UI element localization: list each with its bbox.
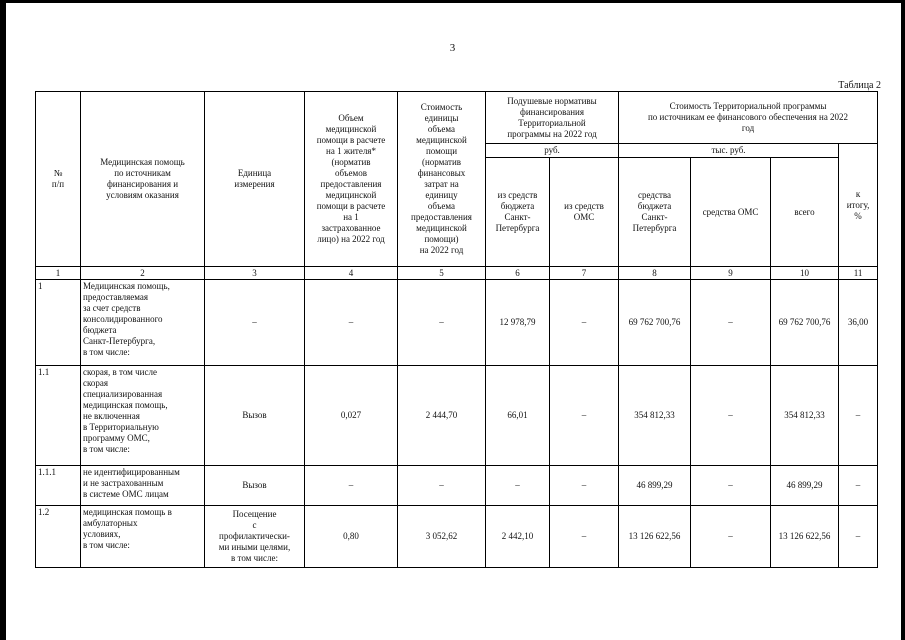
row-budget-th: 69 762 700,76 — [619, 280, 691, 366]
row-cost: 3 052,62 — [398, 506, 486, 568]
row-name: не идентифицированным и не застрахованным в системе ОМС лицам — [81, 466, 205, 506]
row-unit: Вызов — [205, 366, 305, 466]
col-num: 9 — [691, 267, 771, 280]
row-total-th: 46 899,29 — [771, 466, 839, 506]
header-rub: руб. — [486, 144, 619, 158]
col-num: 4 — [305, 267, 398, 280]
table-row — [36, 280, 878, 366]
row-total-th: 354 812,33 — [771, 366, 839, 466]
row-name: медицинская помощь в амбулаторных условиях, в том числе: — [81, 506, 205, 568]
col-num: 3 — [205, 267, 305, 280]
row-no: 1.1 — [36, 366, 81, 466]
header-oms-from: из средств ОМС — [550, 158, 619, 267]
header-volume: Объем медицинской помощи в расчете на 1 жителя* (норматив объемов предоставления медицинской помощи в расчете на 1 застрахованное лицо) на 2022 год — [305, 92, 398, 267]
row-percent: – — [839, 466, 878, 506]
header-thous-rub: тыс. руб. — [619, 144, 839, 158]
header-percent: к итогу, % — [839, 144, 878, 267]
row-volume: – — [305, 280, 398, 366]
row-cost: – — [398, 280, 486, 366]
table-row — [36, 506, 878, 568]
row-budget-rub: – — [486, 466, 550, 506]
header-total-cost: Стоимость Территориальной программы по источникам ее финансового обеспечения на 2022 год — [619, 92, 878, 144]
row-cost: 2 444,70 — [398, 366, 486, 466]
row-unit: – — [205, 280, 305, 366]
header-service: Медицинская помощь по источникам финансирования и условиям оказания — [81, 92, 205, 267]
row-unit: Вызов — [205, 466, 305, 506]
row-oms-rub: – — [550, 366, 619, 466]
row-cost: – — [398, 466, 486, 506]
row-no: 1.1.1 — [36, 466, 81, 506]
header-total: всего — [771, 158, 839, 267]
row-oms-th: – — [691, 366, 771, 466]
row-oms-th: – — [691, 466, 771, 506]
row-no: 1 — [36, 280, 81, 366]
col-num: 2 — [81, 267, 205, 280]
table-row — [36, 366, 878, 466]
col-num: 10 — [771, 267, 839, 280]
row-percent: – — [839, 366, 878, 466]
row-budget-rub: 66,01 — [486, 366, 550, 466]
col-num: 8 — [619, 267, 691, 280]
row-no: 1.2 — [36, 506, 81, 568]
row-oms-rub: – — [550, 506, 619, 568]
col-num: 6 — [486, 267, 550, 280]
scan-edge-left — [0, 0, 6, 640]
row-oms-th: – — [691, 506, 771, 568]
row-budget-rub: 2 442,10 — [486, 506, 550, 568]
row-oms-rub: – — [550, 466, 619, 506]
col-num: 5 — [398, 267, 486, 280]
table-row — [36, 466, 878, 506]
col-num: 1 — [36, 267, 81, 280]
row-budget-th: 46 899,29 — [619, 466, 691, 506]
row-volume: – — [305, 466, 398, 506]
header-cost-unit: Стоимость единицы объема медицинской помощи (норматив финансовых затрат на единицу объема предоставления медицинской помощи) на 2022 год — [398, 92, 486, 267]
table-label: Таблица 2 — [838, 80, 881, 91]
scan-edge-right — [901, 0, 905, 640]
row-volume: 0,027 — [305, 366, 398, 466]
scan-edge-top — [0, 0, 905, 3]
header-oms-funds: средства ОМС — [691, 158, 771, 267]
row-budget-th: 354 812,33 — [619, 366, 691, 466]
col-num: 11 — [839, 267, 878, 280]
header-unit: Единица измерения — [205, 92, 305, 267]
header-budget-spb: из средств бюджета Санкт- Петербурга — [486, 158, 550, 267]
row-total-th: 13 126 622,56 — [771, 506, 839, 568]
row-total-th: 69 762 700,76 — [771, 280, 839, 366]
row-name: скорая, в том числе скорая специализированная медицинская помощь, не включенная в Территориальную программу ОМС, в том числе: — [81, 366, 205, 466]
col-num: 7 — [550, 267, 619, 280]
row-budget-rub: 12 978,79 — [486, 280, 550, 366]
row-percent: – — [839, 506, 878, 568]
header-no: № п/п — [36, 92, 81, 267]
row-volume: 0,80 — [305, 506, 398, 568]
financing-table — [35, 91, 878, 568]
row-oms-th: – — [691, 280, 771, 366]
row-unit: Посещение с профилактически- ми иными целями, в том числе: — [205, 506, 305, 568]
row-budget-th: 13 126 622,56 — [619, 506, 691, 568]
row-name: Медицинская помощь, предоставляемая за счет средств консолидированного бюджета Санкт-Петербурга, в том числе: — [81, 280, 205, 366]
row-percent: 36,00 — [839, 280, 878, 366]
row-oms-rub: – — [550, 280, 619, 366]
page-number: 3 — [449, 42, 456, 54]
column-numbers-row — [36, 267, 878, 280]
header-per-capita: Подушевые нормативы финансирования Территориальной программы на 2022 год — [486, 92, 619, 144]
header-budget-funds: средства бюджета Санкт- Петербурга — [619, 158, 691, 267]
